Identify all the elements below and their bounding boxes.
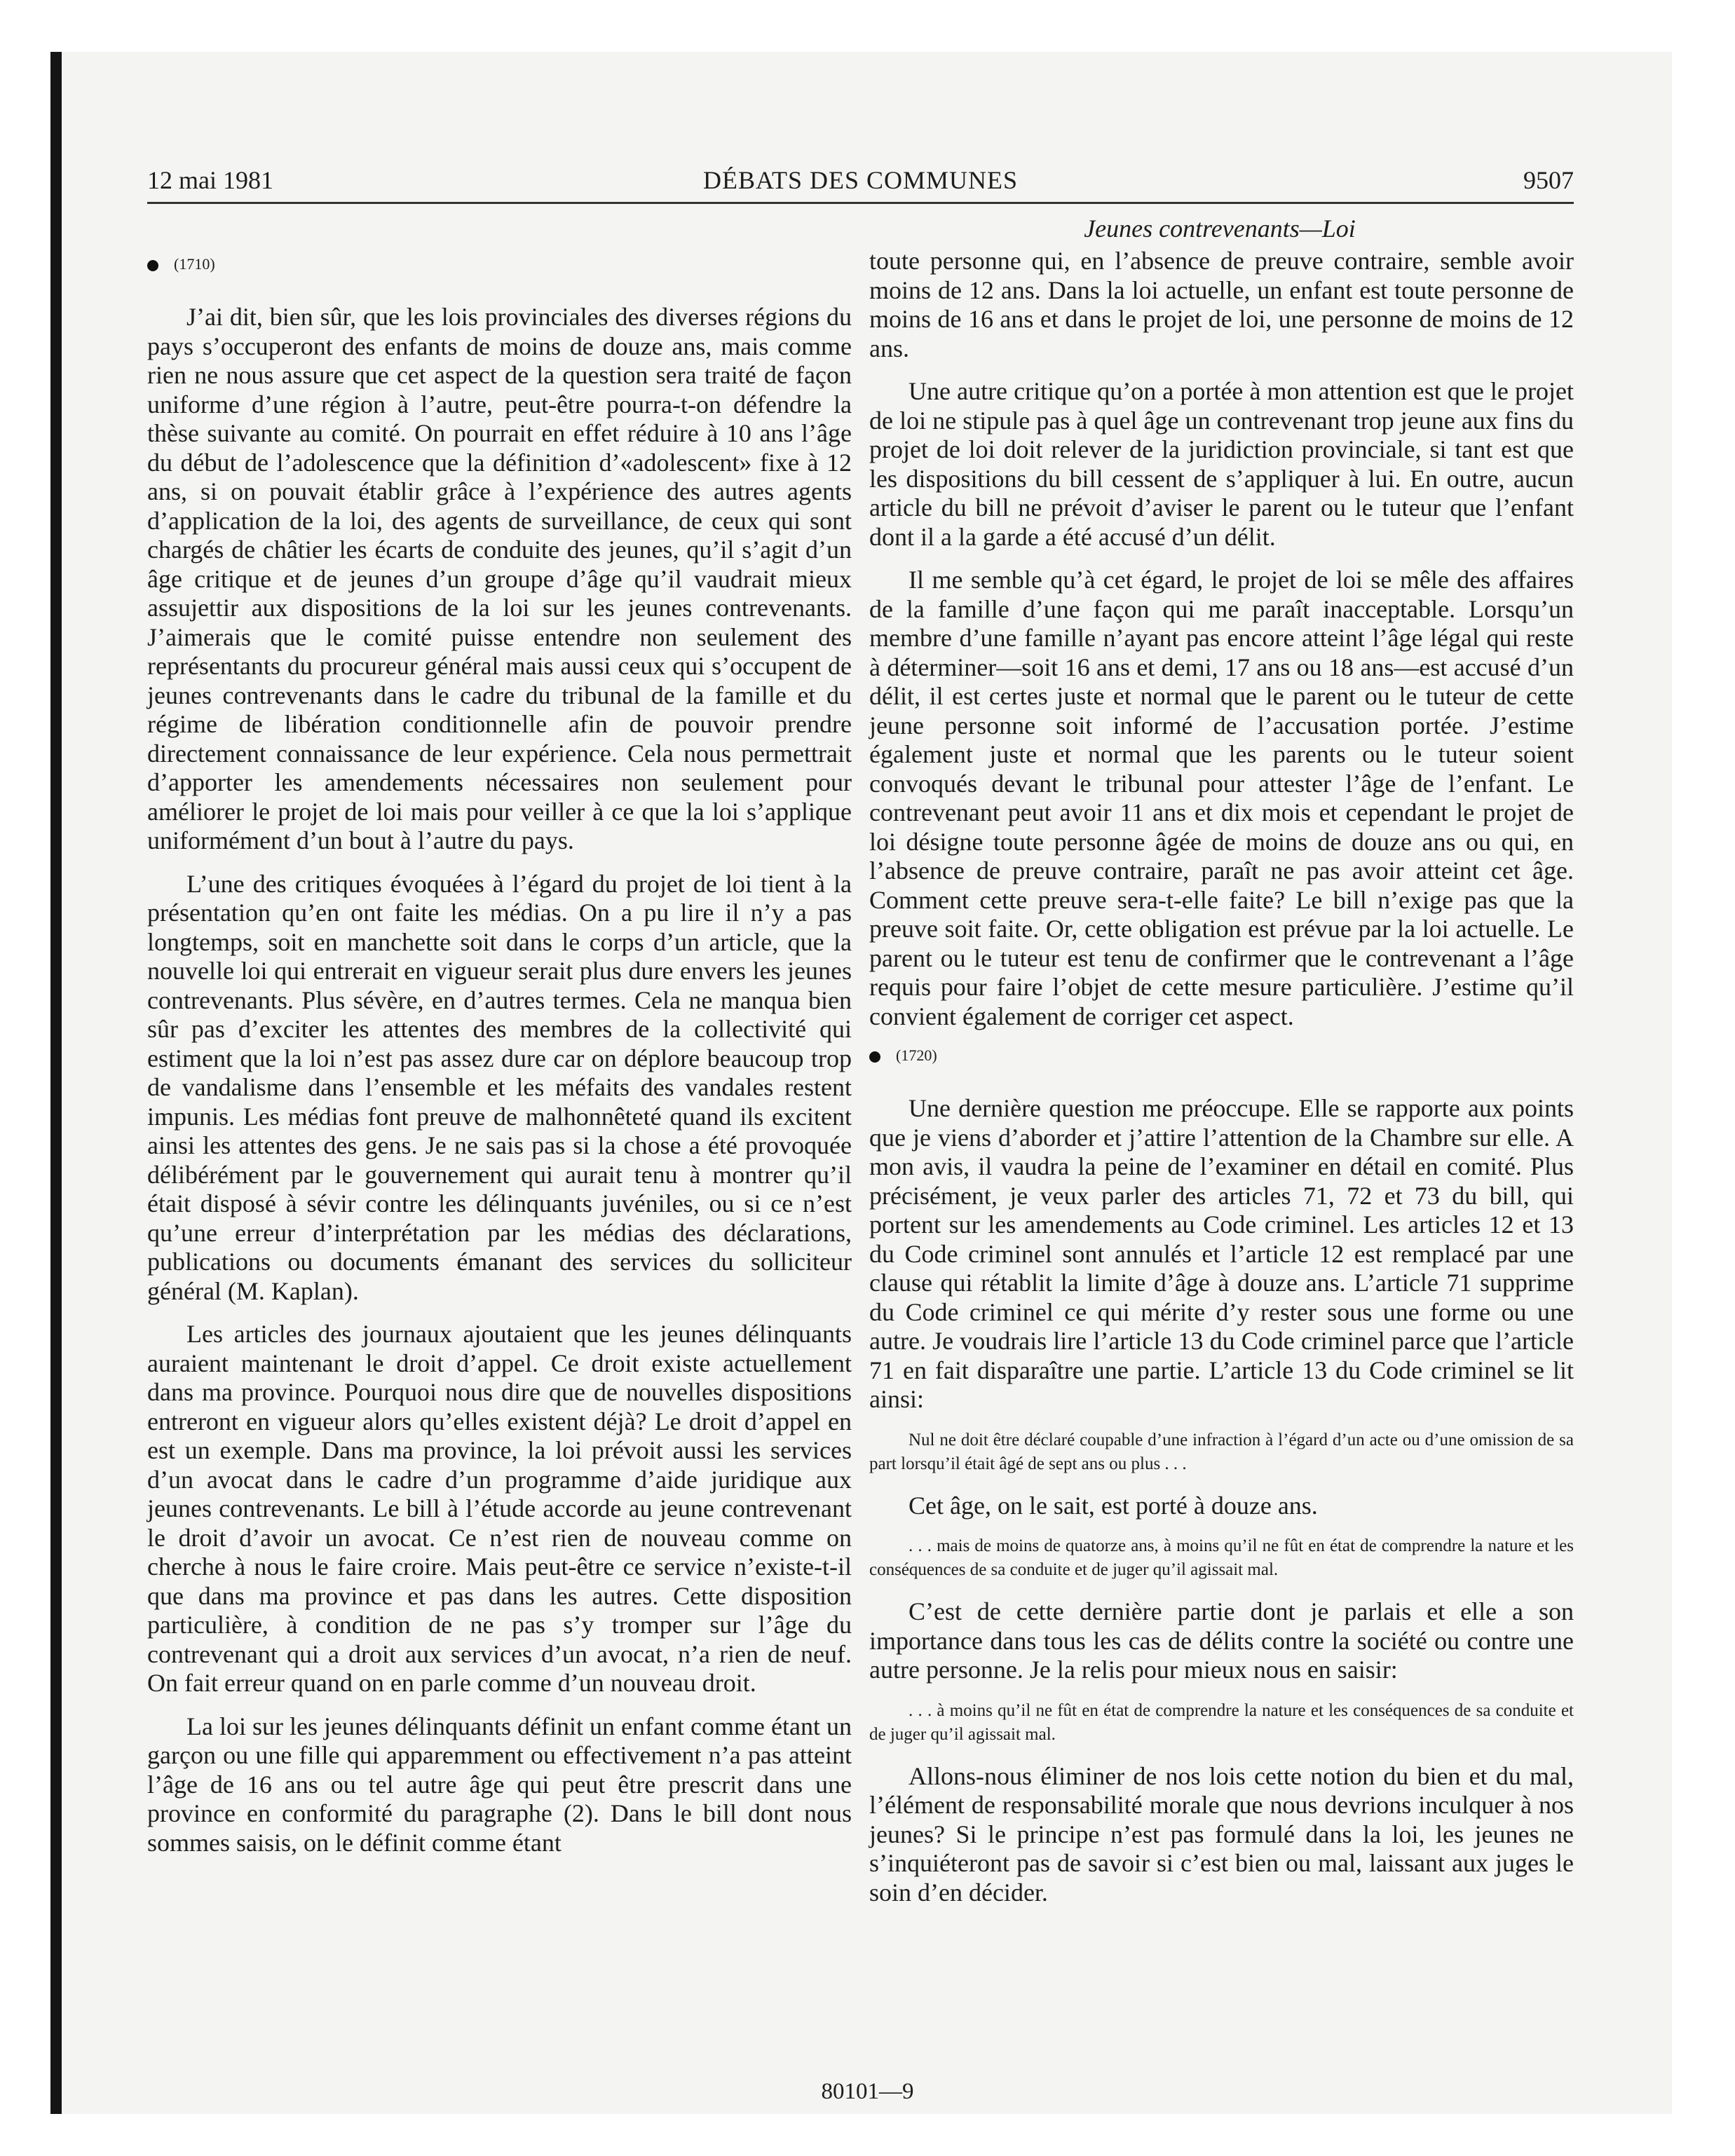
paragraph: C’est de cette dernière partie dont je parlais et elle a son importance dans tous les cas de délits contre la société ou contre une autre personne. Je la relis pour mieux nous en saisir: xyxy=(869,1597,1574,1684)
header-date: 12 mai 1981 xyxy=(147,166,273,194)
paragraph: La loi sur les jeunes délinquants définit un enfant comme étant un garçon ou une fille qui apparemment ou effectivement n’a pas atteint l’âge de 16 ans ou tel autre âge qui peut être prescrit dans une province en conformité du paragraphe (2). Dans le bill dont nous sommes saisis, on le définit comme étant xyxy=(147,1712,852,1857)
header-page-number: 9507 xyxy=(1523,166,1574,194)
header-title: DÉBATS DES COMMUNES xyxy=(702,166,1019,194)
time-marker-label: (1720) xyxy=(896,1046,937,1064)
page-footer-code: 80101—9 xyxy=(821,2079,914,2104)
left-column xyxy=(147,247,852,1871)
paragraph: Une dernière question me préoccupe. Elle se rapporte aux points que je viens d’aborder et j’attire l’attention de la Chambre sur elle. A mon avis, il vaudra la peine de l’examiner en détail en comité. Plus précisément, je veux parler des articles 71, 72 et 73 du bill, qui portent sur les amendements au Code criminel. Les articles 12 et 13 du Code criminel sont annulés et l’article 12 est remplacé par une clause qui rétablit la limite d’âge à douze ans. L’article 71 supprime du Code criminel ce qui mérite d’y rester sous une forme ou une autre. Je voudrais lire l’article 13 du Code criminel parce que l’article 71 en fait disparaître une partie. L’article 13 du Code criminel se lit ainsi: xyxy=(869,1094,1574,1413)
paragraph: Les articles des journaux ajoutaient que les jeunes délinquants auraient maintenant le droit d’appel. Ce droit existe actuellement dans ma province. Pourquoi nous dire que de nouvelles dispositions entreront en vigueur alors qu’elles existent déjà? Le droit d’appel en est un exemple. Dans ma province, la loi prévoit aussi les services d’un avocat dans le cadre d’un programme d’aide juridique aux jeunes contrevenants. Le bill à l’étude accorde au jeune contrevenant le droit d’avoir un avocat. Ce n’est rien de nouveau comme on cherche à nous le faire croire. Mais peut-être ce service n’existe-t-il que dans ma province et pas dans les autres. Cette disposition particulière, à condition de ne pas s’y tromper sur l’âge du contrevenant qui a droit aux services d’un avocat, n’a rien de neuf. On fait erreur quand on en parle comme d’un nouveau droit. xyxy=(147,1320,852,1697)
paragraph: L’une des critiques évoquées à l’égard du projet de loi tient à la présentation qu’en ont faite les médias. On a pu lire il n’y a pas longtemps, soit en manchette soit dans le corps d’un article, que la nouvelle loi qui entrerait en vigueur serait plus dure envers les jeunes contrevenants. Plus sévère, en d’autres termes. Cela ne manqua bien sûr pas d’exciter les attentes des membres de la collectivité qui estiment que la loi n’est pas assez dure car on déplore beaucoup trop de vandalisme dans l’ensemble et les méfaits des vandales restent impunis. Les médias font preuve de malhonnêteté quand ils excitent ainsi les attentes des gens. Je ne sais pas si la chose a été provoquée délibérément par le gouvernement qui aurait tenu à montrer qu’il était disposé à sévir contre les délinquants juvéniles, ou si ce n’est qu’une erreur d’interprétation par les médias des déclarations, publications ou documents émanant des services du solliciteur général (M. Kaplan). xyxy=(147,869,852,1305)
scan-border-top xyxy=(0,0,1735,52)
bullet-dot-icon xyxy=(869,1051,880,1063)
page-header xyxy=(147,158,1574,204)
bullet-dot-icon xyxy=(147,260,158,271)
scan-border-left xyxy=(0,0,55,2156)
paragraph: Allons-nous éliminer de nos lois cette notion du bien et du mal, l’élément de responsabilité morale que nous devrions inculquer à nos jeunes? Si le principe n’est pas formulé dans la loi, les jeunes ne s’inquiéteront pas de savoir si c’est bien ou mal, laissant aux juges le soin d’en décider. xyxy=(869,1761,1574,1906)
time-marker-label: (1710) xyxy=(174,255,215,273)
scan-border-right xyxy=(1672,0,1735,2156)
paragraph: Cet âge, on le sait, est porté à douze ans. xyxy=(909,1491,1318,1520)
block-quote: Nul ne doit être déclaré coupable d’une infraction à l’égard d’un acte ou d’une omission de sa part lorsqu’il était âgé de sept ans ou plus . . . xyxy=(869,1430,1574,1473)
running-head: Jeunes contrevenants—Loi xyxy=(1084,214,1356,243)
page-spine-shadow xyxy=(50,52,62,2114)
time-marker xyxy=(869,1045,1574,1066)
block-quote: . . . mais de moins de quatorze ans, à moins qu’il ne fût en état de comprendre la nature et les conséquences de sa conduite et de juger qu’il agissait mal. xyxy=(869,1536,1574,1579)
paragraph: Une autre critique qu’on a portée à mon attention est que le projet de loi ne stipule pas à quel âge un contrevenant trop jeune aux fins du projet de loi doit relever de la juridiction provinciale, si tant est que les dispositions du bill cessent de s’appliquer à lui. En outre, aucun article du bill ne prévoit d’aviser le parent ou le tuteur que l’enfant dont il a la garde a été accusé d’un délit. xyxy=(869,377,1574,551)
scan-border-bottom xyxy=(0,2114,1735,2156)
time-marker xyxy=(147,254,852,275)
right-column xyxy=(869,247,1574,1921)
continued-paragraph: toute personne qui, en l’absence de preuve contraire, semble avoir moins de 12 ans. Dans la loi actuelle, un enfant est toute personne de moins de 16 ans et dans le projet de loi, une personne de moins de 12 ans. xyxy=(869,247,1574,362)
block-quote: . . . à moins qu’il ne fût en état de comprendre la nature et les conséquences de sa conduite et de juger qu’il agissait mal. xyxy=(869,1700,1574,1744)
paragraph: Il me semble qu’à cet égard, le projet de loi se mêle des affaires de la famille d’une façon qui me paraît inacceptable. Lorsqu’un membre d’une famille n’ayant pas encore atteint l’âge légal qui reste à déterminer—soit 16 ans et demi, 17 ans ou 18 ans—est accusé d’un délit, il est certes juste et normal que le parent ou le tuteur de cette jeune personne soit informé de l’accusation portée. J’estime également juste et normal que les parents ou le tuteur soient convoqués devant le tribunal pour attester l’âge de l’enfant. Le contrevenant peut avoir 11 ans et dix mois et cependant le projet de loi désigne toute personne âgée de moins de douze ans ou qui, en l’absence de preuve contraire, paraît ne pas avoir atteint cet âge. Comment cette preuve sera-t-elle faite? Le bill n’exige pas que la preuve soit faite. Or, cette obligation est prévue par la loi actuelle. Le parent ou le tuteur est tenu de confirmer que le contrevenant a l’âge requis pour faire l’objet de cette mesure particulière. J’estime qu’il convient également de corriger cet aspect. xyxy=(869,566,1574,1030)
paragraph: J’ai dit, bien sûr, que les lois provinciales des diverses régions du pays s’occuperont des enfants de moins de douze ans, mais comme rien ne nous assure que cet aspect de la question sera traité de façon uniforme d’une région à l’autre, peut-être pourra-t-on défendre la thèse suivante au comité. On pourrait en effet réduire à 10 ans l’âge du début de l’adolescence que la définition d’«adolescent» fixe à 12 ans, si on pouvait établir grâce à l’expérience des autres agents d’application de la loi, des agents de surveillance, de ceux qui sont chargés de châtier les écarts de conduite des jeunes, qu’il s’agit d’un âge critique et de jeunes d’un groupe d’âge qu’il vaudrait mieux assujettir aux dispositions de la loi sur les jeunes contrevenants. J’aimerais que le comité puisse entendre non seulement des représentants du procureur général mais aussi ceux qui s’occupent de jeunes contrevenants dans le cadre du tribunal de la famille et du régime de libération conditionnelle afin de pouvoir prendre directement connaissance de leur expérience. Cela nous permettrait d’apporter les amendements nécessaires non seulement pour améliorer le projet de loi mais pour veiller à ce que la loi s’applique uniformément d’un bout à l’autre du pays. xyxy=(147,303,852,854)
